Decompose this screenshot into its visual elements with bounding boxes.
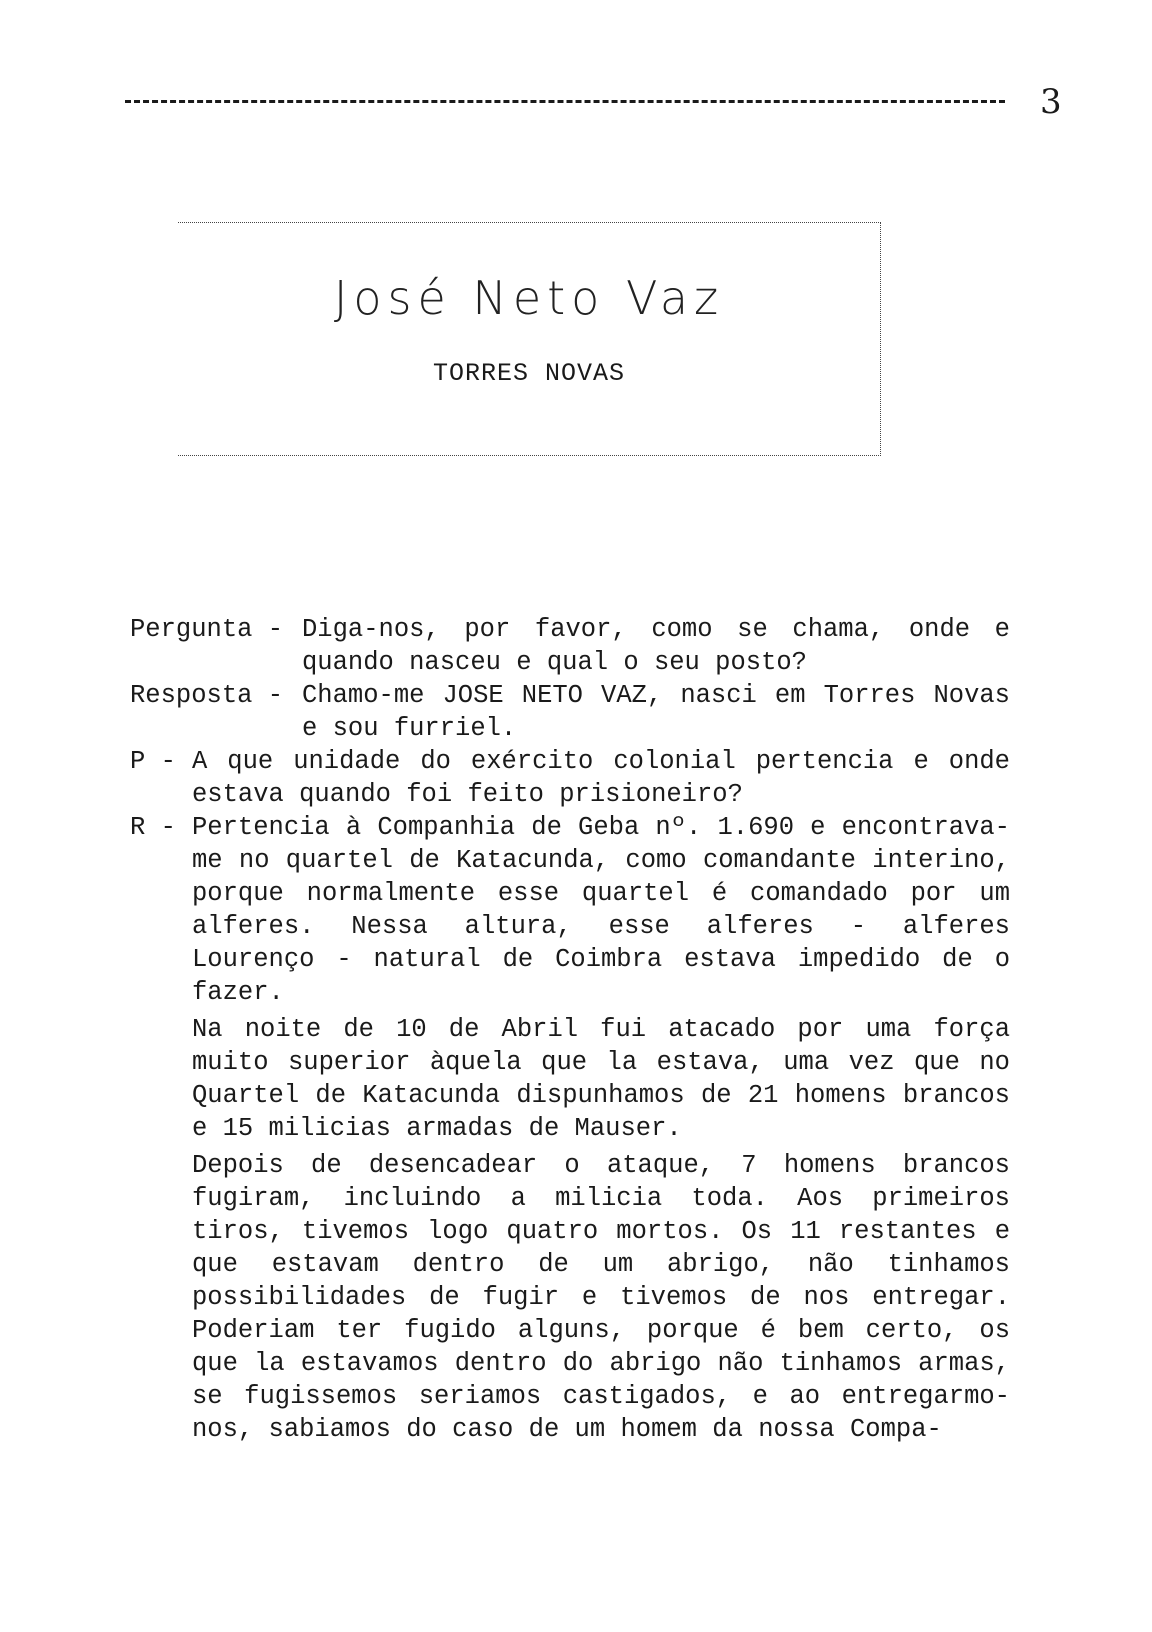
answer-label: Resposta - (130, 681, 299, 710)
question-label: P - (130, 747, 192, 776)
answer-entry (130, 679, 1010, 745)
answer-entry (130, 811, 1010, 1450)
answer-paragraph: Na noite de 10 de Abril fui atacado por uma força muito superior àquela que la estava, uma vez que no Quartel de Katacunda dispunhamos de 21 homens brancos e 15 milicias armadas de Mauser. (192, 1015, 1010, 1143)
answer-paragraph: Depois de desencadear o ataque, 7 homens brancos fugiram, incluindo a milicia toda. Aos primeiros tiros, tivemos logo quatro mortos. Os 11 restantes e que estavam dentro de um abrigo, não tinhamos possibilidades de fugir e tivemos de nos entregar. Poderiam ter fugido alguns, porque é bem certo, os que la estavamos dentro do abrigo não tinhamos armas, se fugissemos seriamos castigados, e ao entregarmo-nos, sabiamos do caso de um homem da nossa Compa- (192, 1151, 1010, 1444)
answer-text: Chamo-me JOSE NETO VAZ, nasci em Torres Novas e sou furriel. (302, 681, 1010, 743)
page-number: 3 (1040, 82, 1062, 122)
interviewee-name: José Neto Vaz (333, 271, 725, 325)
question-label: Pergunta - (130, 615, 299, 644)
interview-body (130, 613, 1010, 1450)
question-entry (130, 745, 1010, 811)
header-rule (125, 100, 1005, 103)
question-text: A que unidade do exército colonial pertencia e onde estava quando foi feito prisioneiro? (192, 747, 1010, 809)
question-text: Diga-nos, por favor, como se chama, onde e quando nasceu e qual o seu posto? (302, 615, 1010, 677)
interviewee-place: TORRES NOVAS (432, 359, 626, 388)
answer-label: R - (130, 813, 192, 842)
answer-paragraph: Pertencia à Companhia de Geba nº. 1.690 e encontrava-me no quartel de Katacunda, como comandante interino, porque normalmente esse quartel é comandado por um alferes. Nessa altura, esse alferes - alferes Lourenço - natural de Coimbra estava impedido de o fazer. (192, 813, 1010, 1007)
answer-text (192, 811, 1010, 1450)
question-entry (130, 613, 1010, 679)
title-box (178, 222, 881, 456)
